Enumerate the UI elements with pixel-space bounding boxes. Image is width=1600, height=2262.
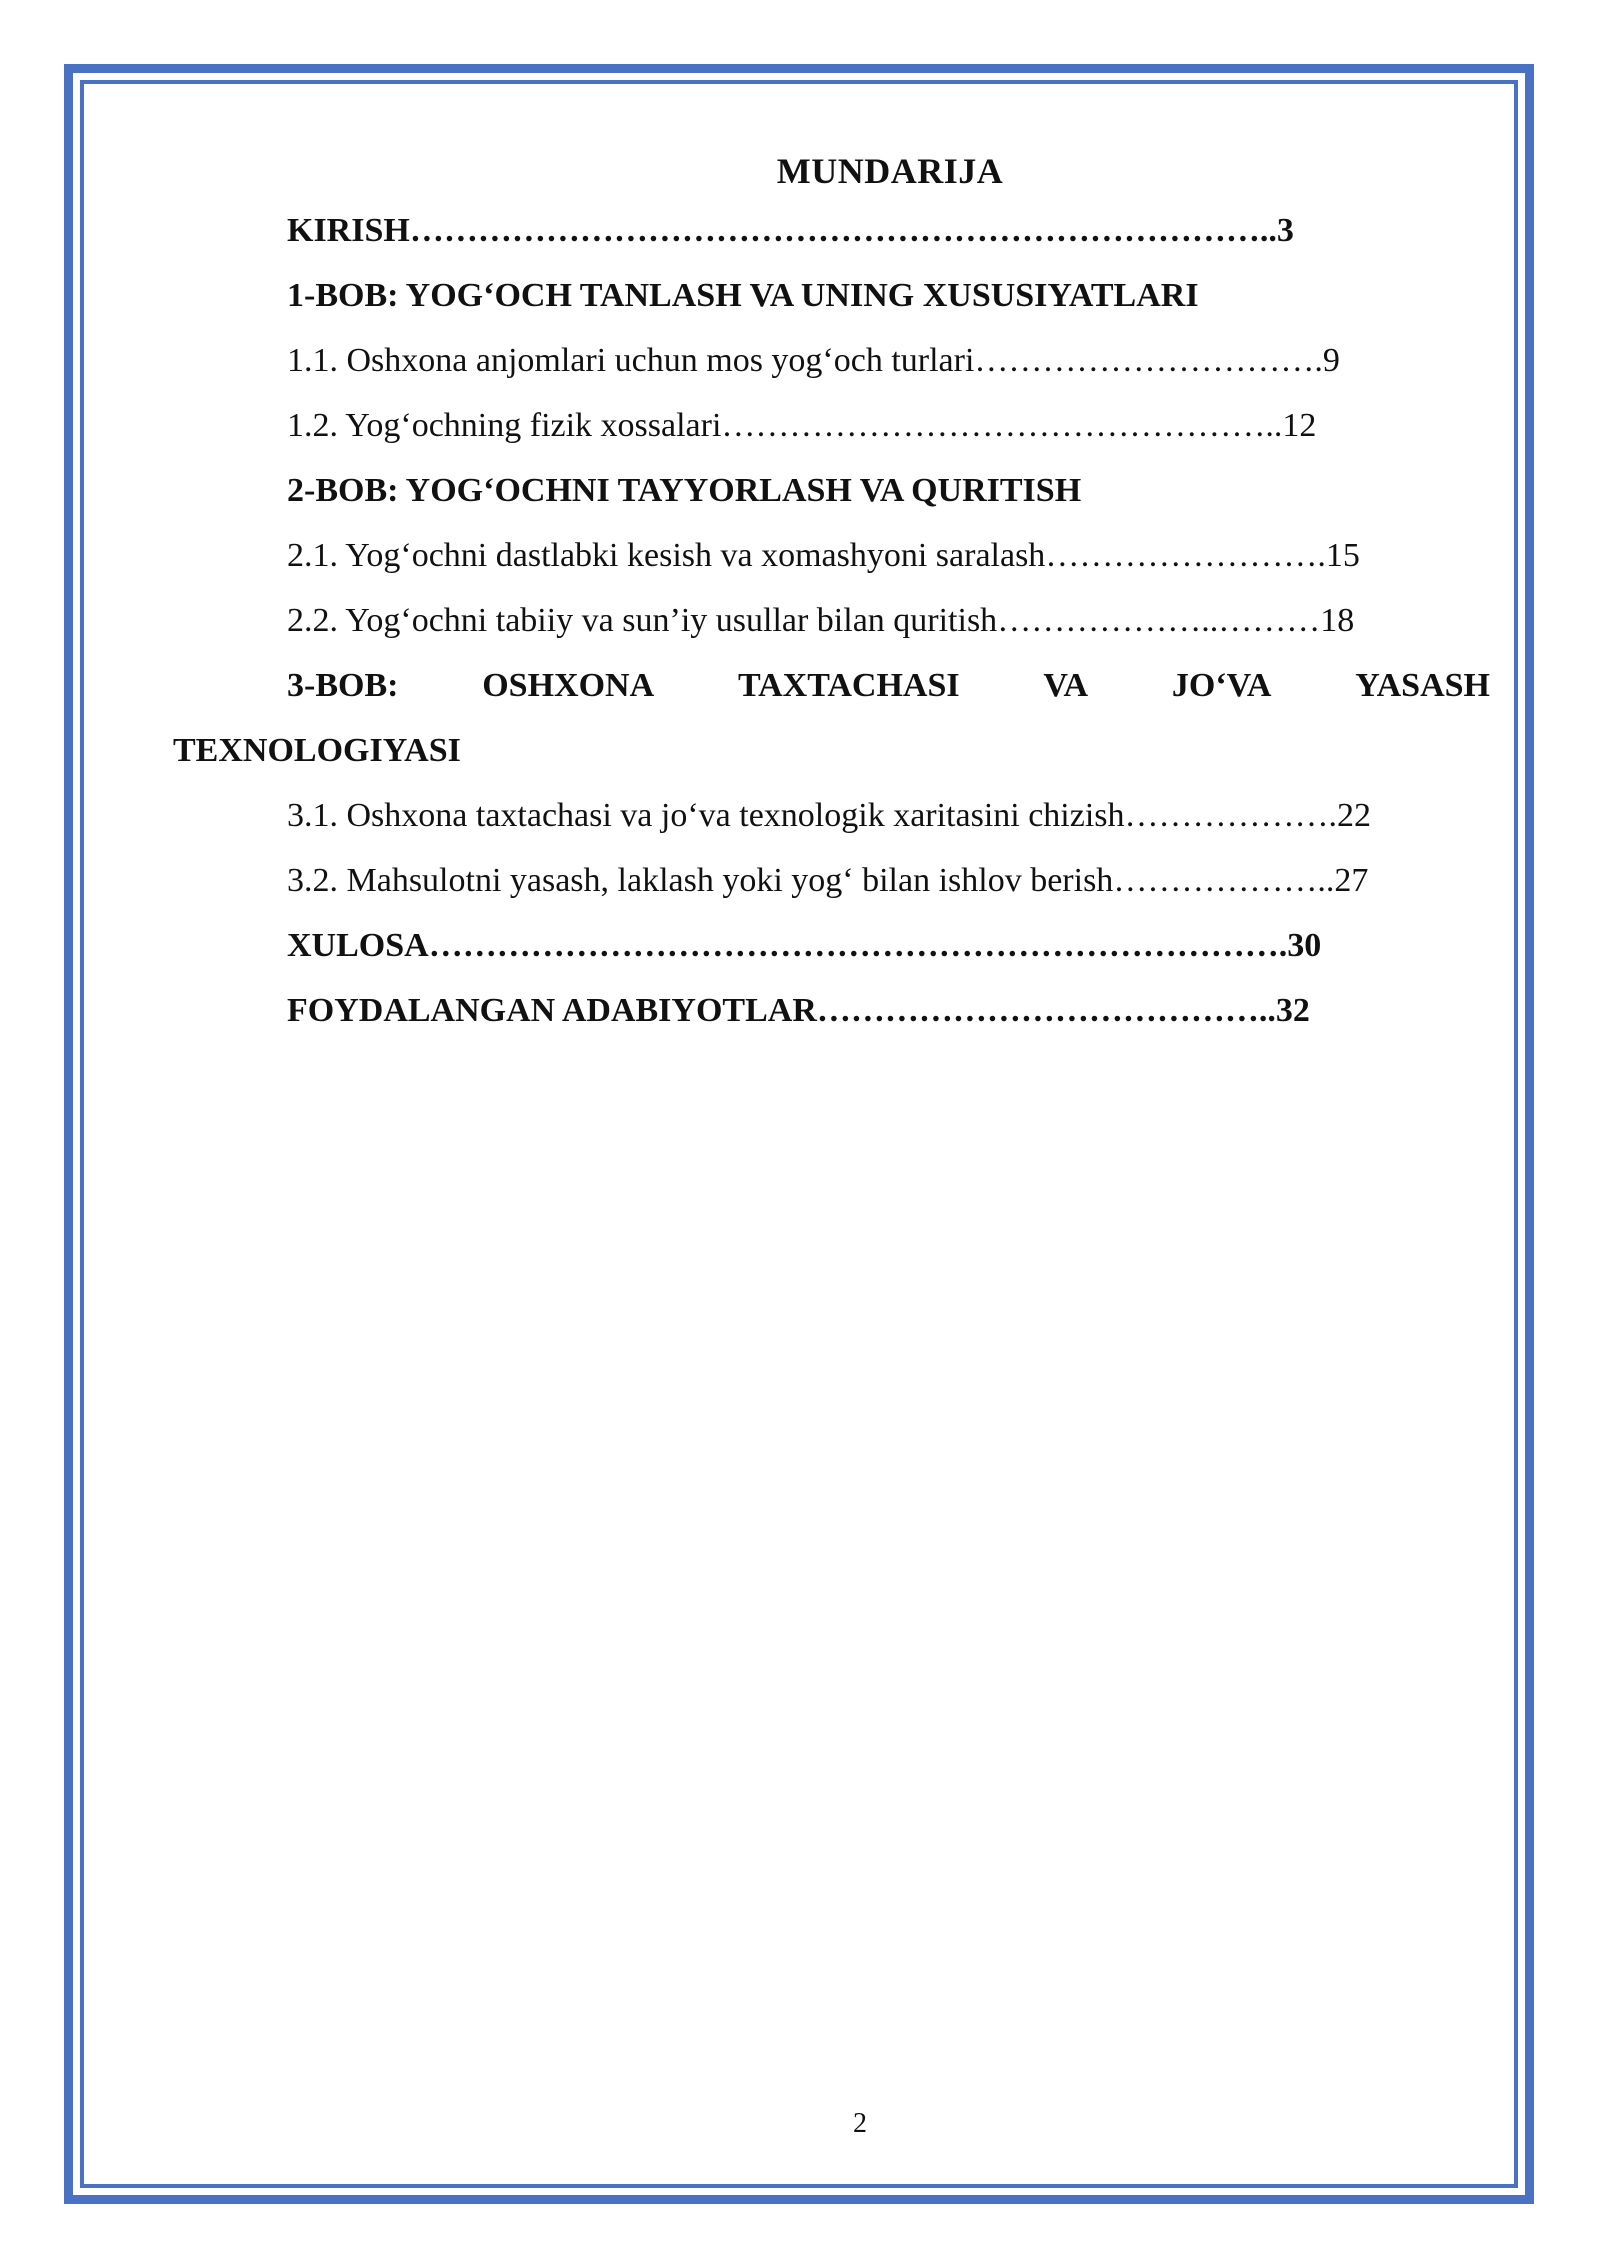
toc-entry-label: 3.2. Mahsulotni yasash, laklash yoki yog‘ bilan ishlov berish xyxy=(287,862,1114,899)
toc-chapter-3[interactable] xyxy=(230,667,1490,732)
toc-chapter-3-word: 3-BOB: xyxy=(287,667,399,704)
toc-page-number: 32 xyxy=(1275,992,1310,1029)
toc-leader-dots: ………………..……… xyxy=(997,602,1321,639)
toc-entry-label: 2.2. Yog‘ochni tabiiy va sun’iy usullar bilan quritish xyxy=(287,602,998,639)
toc-page-number: 22 xyxy=(1337,797,1372,834)
toc-leader-dots: ………………………………………………………………….. xyxy=(409,212,1277,249)
toc-leader-dots: …………………………. xyxy=(974,342,1323,379)
toc-section-2-1[interactable] xyxy=(230,537,1490,602)
toc-entry-label: 1.2. Yog‘ochning fizik xossalari xyxy=(287,407,722,444)
toc-entry-label: 3.1. Oshxona taxtachasi va jo‘va texnologik xaritasini chizish xyxy=(287,797,1125,834)
toc-chapter-1[interactable] xyxy=(230,277,1490,342)
toc-leader-dots: ………………………………………………………………… xyxy=(428,927,1279,964)
toc-section-2-2[interactable] xyxy=(230,602,1490,667)
toc-page-number: 18 xyxy=(1320,602,1355,639)
toc-page-number: 15 xyxy=(1325,537,1360,574)
toc-page-number: 3 xyxy=(1276,212,1294,249)
toc-entry-label: FOYDALANGAN ADABIYOTLAR xyxy=(287,992,817,1029)
toc-chapter-3-word: YASASH xyxy=(1355,667,1490,704)
toc-page-number: 9 xyxy=(1322,342,1340,379)
toc-leader-dots: ……………….. xyxy=(1113,862,1335,899)
toc-page-number: .30 xyxy=(1278,927,1322,964)
toc-entry-label: XULOSA xyxy=(287,927,429,964)
toc-chapter-2[interactable] xyxy=(230,472,1490,537)
toc-leader-dots: ……………………. xyxy=(1045,537,1326,574)
toc-leader-dots: ………………. xyxy=(1124,797,1338,834)
toc-leader-dots: ………………………………….. xyxy=(816,992,1276,1029)
toc-entry-label: 2.1. Yog‘ochni dastlabki kesish va xomashyoni saralash xyxy=(287,537,1046,574)
toc-section-1-2[interactable] xyxy=(230,407,1490,472)
toc-entry-label: TEXNOLOGIYASI xyxy=(173,732,461,769)
toc-chapter-3-word: TAXTACHASI xyxy=(737,667,960,704)
toc-page-number: 12 xyxy=(1282,407,1317,444)
toc-section-1-1[interactable] xyxy=(230,342,1490,407)
table-of-contents xyxy=(173,212,1490,1057)
toc-entry-label: KIRISH xyxy=(287,212,410,249)
toc-page-number: 27 xyxy=(1334,862,1369,899)
toc-entry-label: 2-BOB: YOG‘OCHNI TAYYORLASH VA QURITISH xyxy=(287,472,1082,509)
toc-entry-xulosa[interactable] xyxy=(230,927,1490,992)
toc-leader-dots: ………………………………………….. xyxy=(721,407,1283,444)
toc-entry-adabiyotlar[interactable] xyxy=(230,992,1490,1057)
page-title: MUNDARIJA xyxy=(776,151,1004,191)
toc-chapter-3-word: VA xyxy=(1043,667,1089,704)
toc-chapter-3-word: OSHXONA xyxy=(482,667,655,704)
page-number: 2 xyxy=(853,2108,867,2139)
toc-chapter-3-continuation xyxy=(173,732,1490,797)
toc-section-3-1[interactable] xyxy=(230,797,1490,862)
toc-entry-label: 1.1. Oshxona anjomlari uchun mos yog‘och turlari xyxy=(287,342,975,379)
toc-section-3-2[interactable] xyxy=(230,862,1490,927)
toc-entry-kirish[interactable] xyxy=(230,212,1490,277)
toc-chapter-3-word: JO‘VA xyxy=(1171,667,1272,704)
toc-entry-label: 1-BOB: YOG‘OCH TANLASH VA UNING XUSUSIYATLARI xyxy=(287,277,1199,314)
